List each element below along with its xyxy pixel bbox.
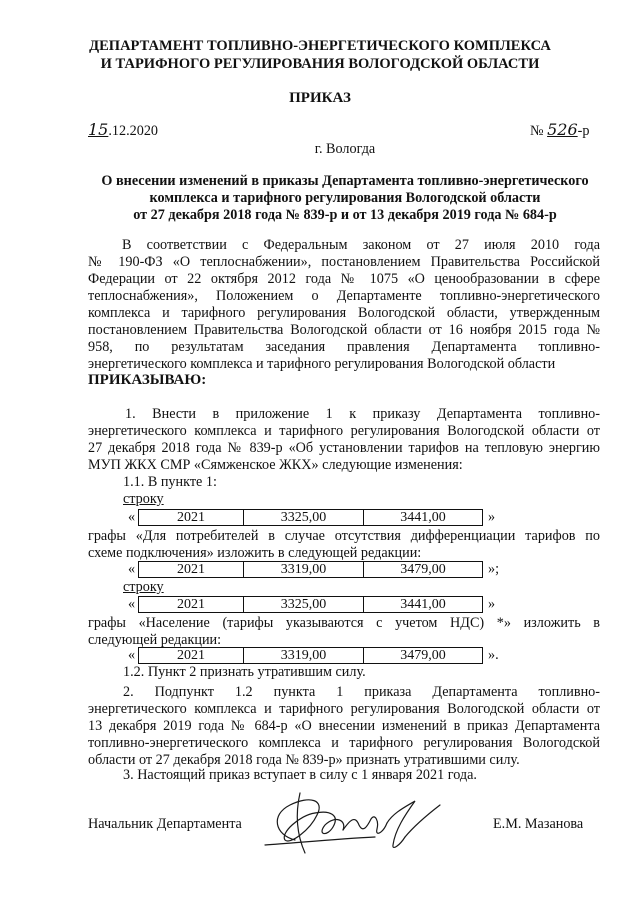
- close-quote: »: [488, 596, 496, 612]
- cell-value1: 3319,00: [243, 647, 363, 664]
- document-type: ПРИКАЗ: [289, 90, 351, 106]
- cell-value1: 3325,00: [243, 509, 363, 526]
- table-row: [138, 596, 483, 613]
- table-row: [138, 647, 483, 664]
- order-date: [88, 120, 158, 140]
- org-name-line1: ДЕПАРТАМЕНТ ТОПЛИВНО-ЭНЕРГЕТИЧЕСКОГО КОМПЛЕКСА: [89, 38, 551, 54]
- item1-line: МУП ЖКХ СМР «Сямженское ЖКХ» следующие изменения:: [88, 457, 463, 473]
- item2-line: 13 декабря 2019 года № 684-р «О внесении изменений в приказ Департамента: [88, 718, 600, 734]
- table-row: [138, 509, 483, 526]
- number-suffix: -р: [577, 123, 590, 139]
- signatory-name: Е.М. Мазанова: [493, 816, 584, 832]
- preamble-line: комплекса и тарифного регулирования Вологодской области, утвержденным: [88, 305, 600, 321]
- date-month-year: .12.2020: [108, 123, 159, 139]
- grafy2-line: графы «Население (тарифы указываются с учетом НДС) *» изложить в: [88, 615, 600, 631]
- subject-line3: от 27 декабря 2018 года № 839-р и от 13 декабря 2019 года № 684-р: [133, 207, 557, 223]
- item1-line: 1. Внести в приложение 1 к приказу Департамента топливно-: [125, 406, 600, 422]
- handwritten-signature-icon: [255, 785, 445, 860]
- close-quote: »;: [488, 561, 500, 577]
- grafy2-line: следующей редакции:: [88, 632, 222, 648]
- stroku-label: строку: [123, 491, 164, 507]
- preamble-line: Федерации от 22 октября 2012 года № 1075 «О ценообразовании в сфере: [88, 271, 600, 287]
- cell-value2: 3479,00: [363, 561, 483, 578]
- preamble-line: энергетического комплекса и тарифного регулирования Вологодской области: [88, 356, 556, 372]
- preamble-line: № 190-ФЗ «О теплоснабжении», постановлением Правительства Российской: [88, 254, 600, 270]
- cell-value2: 3479,00: [363, 647, 483, 664]
- preamble-line: В соответствии с Федеральным законом от 27 июля 2010 года: [122, 237, 600, 253]
- order-number: [530, 120, 589, 140]
- item1-2: 1.2. Пункт 2 признать утратившим силу.: [123, 664, 366, 680]
- item2-line: энергетического комплекса и тарифного регулирования Вологодской области от: [88, 701, 600, 717]
- cell-value2: 3441,00: [363, 509, 483, 526]
- close-quote: »: [488, 509, 496, 525]
- item2-line: топливно-энергетического комплекса и тарифного регулирования Вологодской: [88, 735, 600, 751]
- item2-line: области от 27 декабря 2018 года № 839-р» признать утратившими силу.: [88, 752, 520, 768]
- number-handwritten: 526: [547, 120, 578, 139]
- cell-value2: 3441,00: [363, 596, 483, 613]
- cell-value1: 3319,00: [243, 561, 363, 578]
- open-quote: «: [128, 596, 136, 612]
- stroku-label: строку: [123, 579, 164, 595]
- cell-year: 2021: [138, 509, 243, 526]
- cell-value1: 3325,00: [243, 596, 363, 613]
- cell-year: 2021: [138, 596, 243, 613]
- item1-line: 27 декабря 2018 года № 839-р «Об установлении тарифов на тепловую энергию: [88, 440, 600, 456]
- grafy1-line: графы «Для потребителей в случае отсутствия дифференциации тарифов по: [88, 528, 600, 544]
- org-name-line2: И ТАРИФНОГО РЕГУЛИРОВАНИЯ ВОЛОГОДСКОЙ ОБЛАСТИ: [100, 56, 540, 72]
- preamble-line: 958, по результатам заседания правления Департамента топливно-: [88, 339, 600, 355]
- open-quote: «: [128, 561, 136, 577]
- preamble-line: постановлением Правительства Вологодской области от 16 ноября 2015 года №: [88, 322, 600, 338]
- cell-year: 2021: [138, 561, 243, 578]
- item2-line: 2. Подпункт 1.2 пункта 1 приказа Департамента топливно-: [123, 684, 600, 700]
- date-day-handwritten: 15: [88, 120, 109, 139]
- item3: 3. Настоящий приказ вступает в силу с 1 января 2021 года.: [123, 767, 477, 783]
- number-prefix: №: [530, 123, 544, 139]
- table-row: [138, 561, 483, 578]
- subject-line1: О внесении изменений в приказы Департамента топливно-энергетического: [101, 173, 589, 189]
- close-quote: ».: [488, 647, 499, 663]
- open-quote: «: [128, 509, 136, 525]
- grafy1-line: схеме подключения» изложить в следующей редакции:: [88, 545, 422, 561]
- cell-year: 2021: [138, 647, 243, 664]
- open-quote: «: [128, 647, 136, 663]
- signatory-position: Начальник Департамента: [88, 816, 242, 832]
- item1-1: 1.1. В пункте 1:: [123, 474, 217, 490]
- city: г. Вологда: [314, 141, 376, 157]
- subject-line2: комплекса и тарифного регулирования Вологодской области: [149, 190, 541, 206]
- order-word: ПРИКАЗЫВАЮ:: [88, 372, 207, 388]
- preamble-line: теплоснабжения», Положением о Департаменте топливно-энергетического: [88, 288, 600, 304]
- item1-line: энергетического комплекса и тарифного регулирования Вологодской области от: [88, 423, 600, 439]
